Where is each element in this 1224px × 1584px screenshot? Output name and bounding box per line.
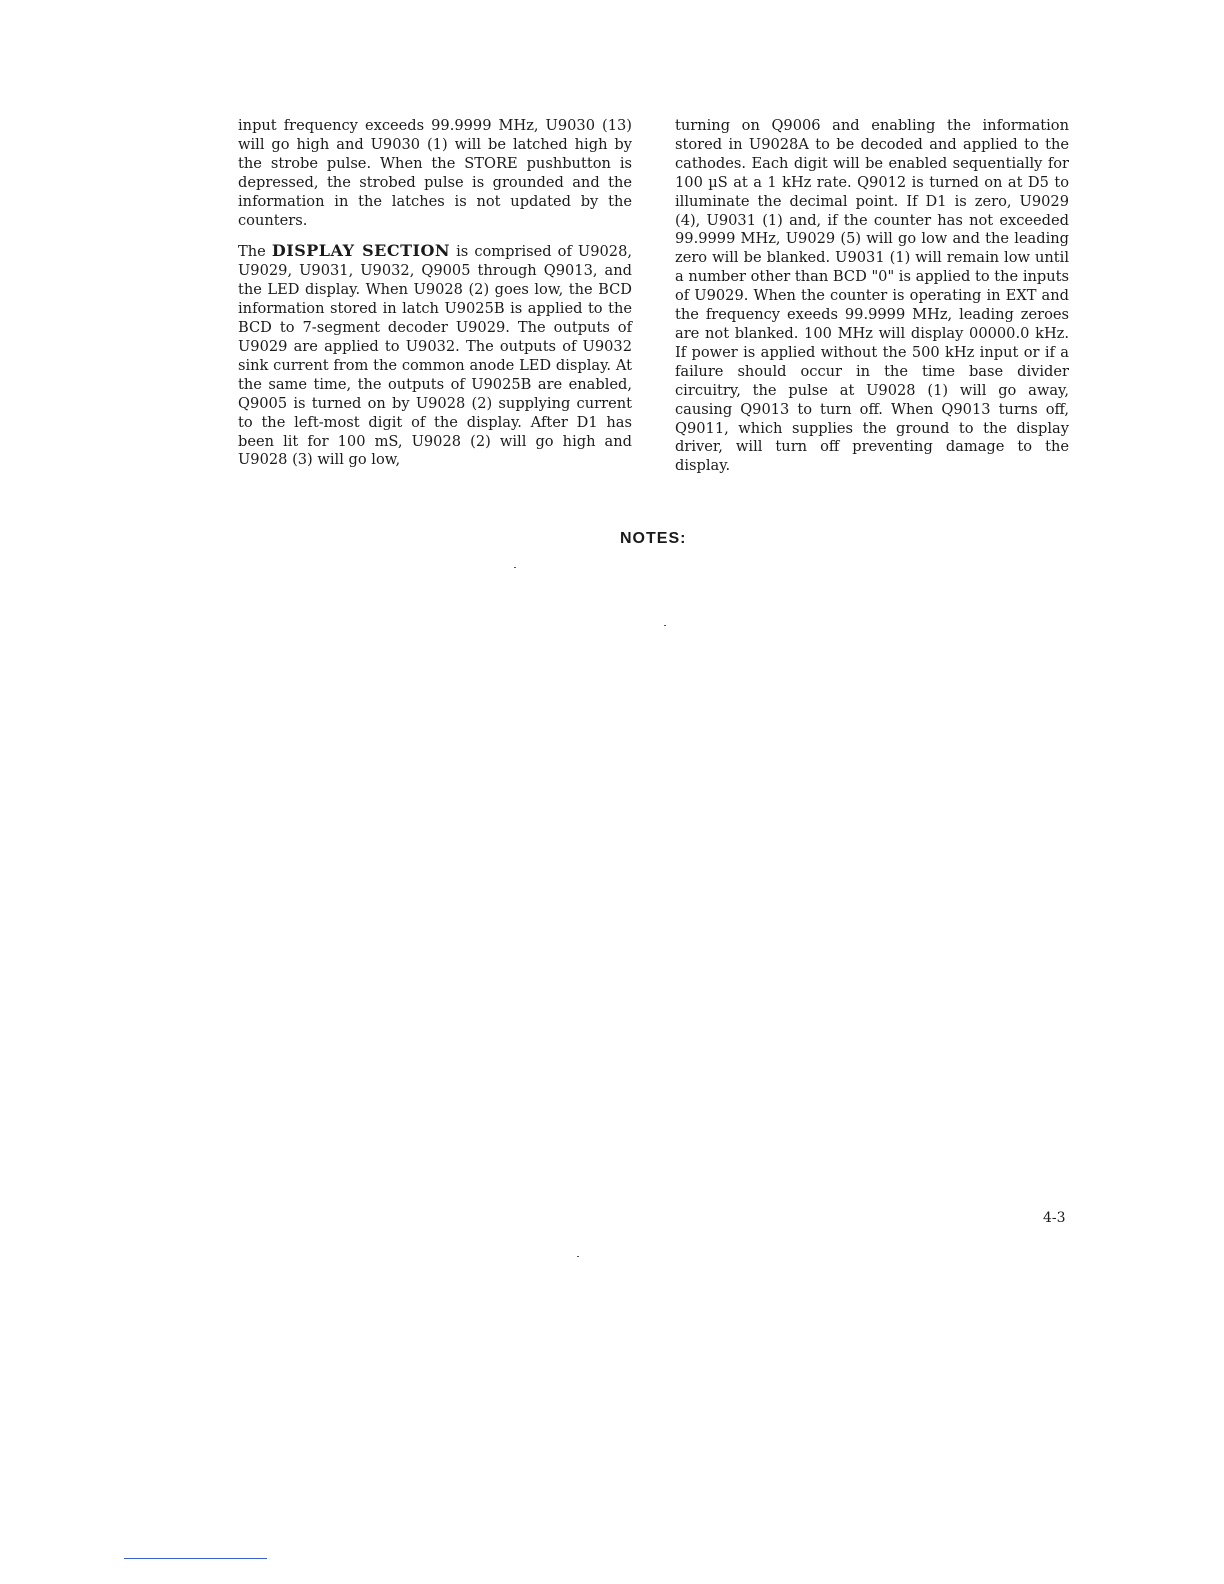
left-text-column [238, 117, 632, 482]
paragraph-body: is comprised of U9028, U9029, U9031, U9032, Q9005 through Q9013, and the LED display. When U9028 (2) goes low, the BCD information stored in latch U9025B is applied to the BCD to 7-segment decoder U9029. The outputs of U9029 are applied to U9032. The outputs of U9032 sink current from the common anode LED display. At the same time, the outputs of U9025B are enabled, Q9005 is turned on by U9028 (2) supplying current to the left-most digit of the display. After D1 has been lit for 100 mS, U9028 (2) will go high and U9028 (3) will go low, [238, 243, 632, 469]
paragraph-display-section [238, 242, 632, 470]
footer-rule [124, 1558, 267, 1559]
notes-heading: NOTES: [620, 530, 687, 547]
paragraph-digit-scanning: turning on Q9006 and enabling the information stored in U9028A to be decoded and applied to the cathodes. Each digit will be enabled sequentially for 100 µS at a 1 kHz rate. Q9012 is turned on at D5 to illuminate the decimal point. If D1 is zero, U9029 (4), U9031 (1) and, if the counter has not exceeded 99.9999 MHz, U9029 (5) will go low and the leading zero will be blanked. U9031 (1) will remain low until a number other than BCD "0" is applied to the inputs of U9029. When the counter is operating in EXT and the frequency exeeds 99.9999 MHz, leading zeroes are not blanked. 100 MHz will display 00000.0 kHz. If power is applied without the 500 kHz input or if a failure should occur in the time base divider circuitry, the pulse at U9028 (1) will go away, causing Q9013 to turn off. When Q9013 turns off, Q9011, which supplies the ground to the display driver, will turn off preventing damage to the display. [675, 117, 1069, 475]
paragraph-lead: The [238, 243, 272, 261]
right-text-column [675, 117, 1069, 488]
scan-speck [577, 1256, 579, 1257]
paragraph-latch-update: input frequency exceeds 99.9999 MHz, U9030 (13) will go high and U9030 (1) will be latched high by the strobe pulse. When the STORE pushbutton is depressed, the strobed pulse is grounded and the information in the latches is not updated by the counters. [238, 117, 632, 229]
page-number: 4-3 [1043, 1210, 1066, 1226]
scan-speck [664, 625, 666, 626]
section-term-display: DISPLAY SECTION [271, 241, 451, 261]
scan-speck [514, 567, 516, 568]
